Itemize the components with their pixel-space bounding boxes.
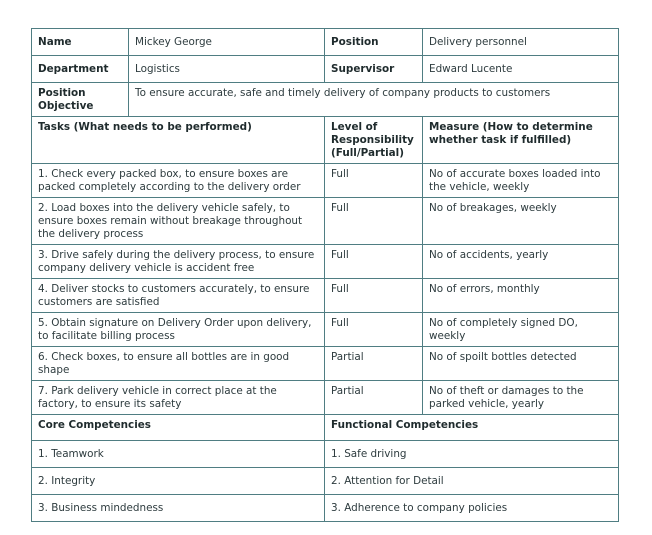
task-row <box>32 198 619 245</box>
competencies-header-row <box>32 415 619 441</box>
task-level: Full <box>325 164 423 198</box>
task-measure: No of completely signed DO, weekly <box>423 313 619 347</box>
tasks-header-row <box>32 117 619 164</box>
task-description: 7. Park delivery vehicle in correct place at the factory, to ensure its safety <box>32 381 325 415</box>
task-level: Partial <box>325 347 423 381</box>
supervisor-value: Edward Lucente <box>423 56 619 83</box>
task-measure: No of accidents, yearly <box>423 245 619 279</box>
position-label: Position <box>325 29 423 56</box>
task-level: Full <box>325 245 423 279</box>
objective-value: To ensure accurate, safe and timely delivery of company products to customers <box>129 83 619 117</box>
task-row <box>32 279 619 313</box>
task-row <box>32 381 619 415</box>
task-description: 6. Check boxes, to ensure all bottles are in good shape <box>32 347 325 381</box>
name-value: Mickey George <box>129 29 325 56</box>
functional-competency: 2. Attention for Detail <box>325 468 619 495</box>
core-competency: 3. Business mindedness <box>32 495 325 522</box>
measure-column-header: Measure (How to determine whether task if fulfilled) <box>423 117 619 164</box>
level-column-header: Level of Responsibility (Full/Partial) <box>325 117 423 164</box>
task-row <box>32 347 619 381</box>
core-competency: 2. Integrity <box>32 468 325 495</box>
functional-competency: 3. Adherence to company policies <box>325 495 619 522</box>
task-description: 3. Drive safely during the delivery process, to ensure company delivery vehicle is accident free <box>32 245 325 279</box>
supervisor-label: Supervisor <box>325 56 423 83</box>
competency-row <box>32 441 619 468</box>
name-label: Name <box>32 29 129 56</box>
task-measure: No of errors, monthly <box>423 279 619 313</box>
task-row <box>32 164 619 198</box>
task-description: 1. Check every packed box, to ensure boxes are packed completely according to the delivery order <box>32 164 325 198</box>
core-competencies-header: Core Competencies <box>32 415 325 441</box>
functional-competencies-header: Functional Competencies <box>325 415 619 441</box>
position-value: Delivery personnel <box>423 29 619 56</box>
task-level: Partial <box>325 381 423 415</box>
task-level: Full <box>325 279 423 313</box>
task-measure: No of breakages, weekly <box>423 198 619 245</box>
competency-row <box>32 468 619 495</box>
department-label: Department <box>32 56 129 83</box>
task-description: 4. Deliver stocks to customers accurately, to ensure customers are satisfied <box>32 279 325 313</box>
tasks-column-header: Tasks (What needs to be performed) <box>32 117 325 164</box>
functional-competency: 1. Safe driving <box>325 441 619 468</box>
task-description: 2. Load boxes into the delivery vehicle safely, to ensure boxes remain without breakage throughout the delivery process <box>32 198 325 245</box>
task-level: Full <box>325 313 423 347</box>
department-value: Logistics <box>129 56 325 83</box>
task-measure: No of accurate boxes loaded into the vehicle, weekly <box>423 164 619 198</box>
job-description-table <box>31 28 619 522</box>
task-measure: No of spoilt bottles detected <box>423 347 619 381</box>
objective-label: Position Objective <box>32 83 129 117</box>
task-measure: No of theft or damages to the parked vehicle, yearly <box>423 381 619 415</box>
task-row <box>32 245 619 279</box>
task-level: Full <box>325 198 423 245</box>
department-row <box>32 56 619 83</box>
task-row <box>32 313 619 347</box>
objective-row <box>32 83 619 117</box>
competency-row <box>32 495 619 522</box>
task-description: 5. Obtain signature on Delivery Order upon delivery, to facilitate billing process <box>32 313 325 347</box>
core-competency: 1. Teamwork <box>32 441 325 468</box>
name-row <box>32 29 619 56</box>
